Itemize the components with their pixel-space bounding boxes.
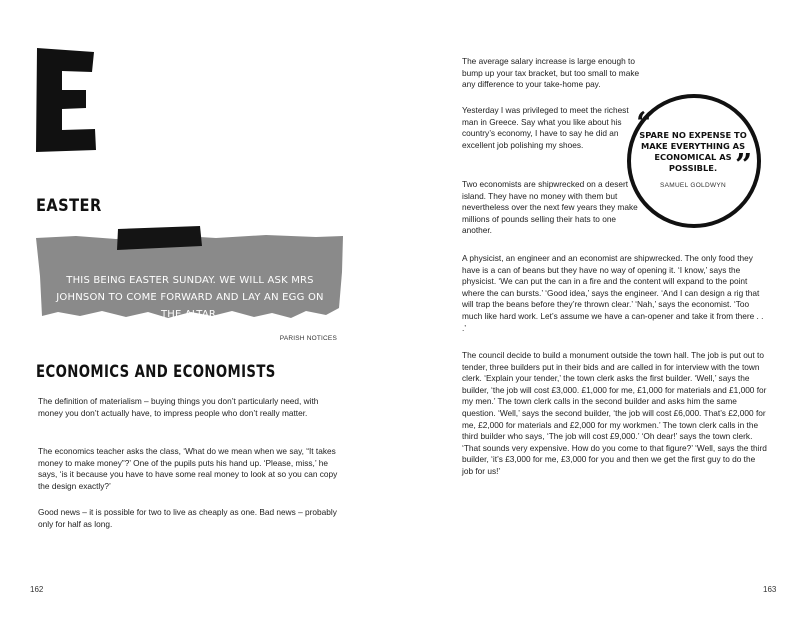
black-tape [116, 226, 202, 250]
paragraph-shipwrecked-economists: Two economists are shipwrecked on a desert island. They have no money with them but nevertheless over the next few years they make millions of pounds selling their hats to one another. [462, 179, 638, 236]
paragraph-materialism: The definition of materialism – buying things you don’t particularly need, with money you don’t actually have, to impress people who don’t really matter. [38, 396, 319, 418]
dropcap-letter-e [34, 46, 98, 154]
right-page [405, 0, 810, 622]
easter-heading: EASTER [36, 196, 102, 216]
close-quote-icon: ” [735, 148, 753, 183]
easter-quote-source: PARISH NOTICES [279, 335, 337, 342]
page-number-right: 163 [763, 585, 777, 594]
easter-quote: THIS BEING EASTER SUNDAY. WE WILL ASK MRS JOHNSON TO COME FORWARD AND LAY AN EGG ON THE ALTAR. [56, 275, 324, 320]
paragraph-economics-teacher: The economics teacher asks the class, ‘What do we mean when we say, “It takes money to make money”?’ One of the pupils puts his hand up. ‘Please, miss,’ he says, ‘is it because you have to have some real money to look at so you can copy the design exactly?’ [38, 446, 338, 491]
paragraph-greece: Yesterday I was privileged to meet the richest man in Greece. Say what you like about his country’s economy, I have to say he did an excellent job polishing my shoes. [462, 105, 629, 150]
paragraph-salary: The average salary increase is large enough to bump up your tax bracket, but too small to make any difference to your take-home pay. [462, 56, 640, 90]
economics-heading: ECONOMICS AND ECONOMISTS [36, 362, 276, 382]
circle-quote-author: SAMUEL GOLDWYN [659, 182, 727, 189]
paragraph-physicist-engineer: A physicist, an engineer and an economist are shipwrecked. The only food they have is a can of beans but they have no way of opening it. ‘I know,’ says the physicist. ‘We can put the can in a fire and the content will expand to the point where the can bursts.’ ‘Good idea,’ says the engineer. ‘And I can design a rig that will trap the beans before they’re thrown clear.’ ‘Nah,’ says the economist. ‘Too much like hard work. Let’s assume we have a can-opener and take it from there . . .’ [462, 253, 764, 333]
page-number-left: 162 [30, 585, 44, 594]
paragraph-council-monument: The council decide to build a monument outside the town hall. The job is put out to tender, three builders put in their bids and are called in for interview with the town clerk. ‘Explain your tender,’ the town clerk asks the first builder. ‘Well,’ says the builder, ‘the job will cost £3,000. £1,000 for me, £1,000 for materials and £1,000 for my men.’ The town clerk calls in the second builder and asks him the same question. ‘Well,’ says the second builder, ‘the job will cost £6,000. That’s £2,000 for me, £2,000 for materials and £2,000 for my workmen.’ The town clerk calls in the third builder who says, ‘The job will cost £9,000.’ ‘Oh dear!’ says the town clerk. ‘That sounds very expensive. How do you come to that figure?’ ‘Well, says the third builder, ‘it’s £3,000 for me, £3,000 for you and then we get the first guy to do the job for us!’ [462, 350, 767, 476]
paragraph-good-news: Good news – it is possible for two to live as cheaply as one. Bad news – probably only for half as long. [38, 507, 337, 529]
open-quote-icon: “ [636, 106, 654, 141]
circle-quote-text: SPARE NO EXPENSE TO MAKE EVERYTHING AS ECONOMICAL AS POSSIBLE. [639, 130, 747, 173]
